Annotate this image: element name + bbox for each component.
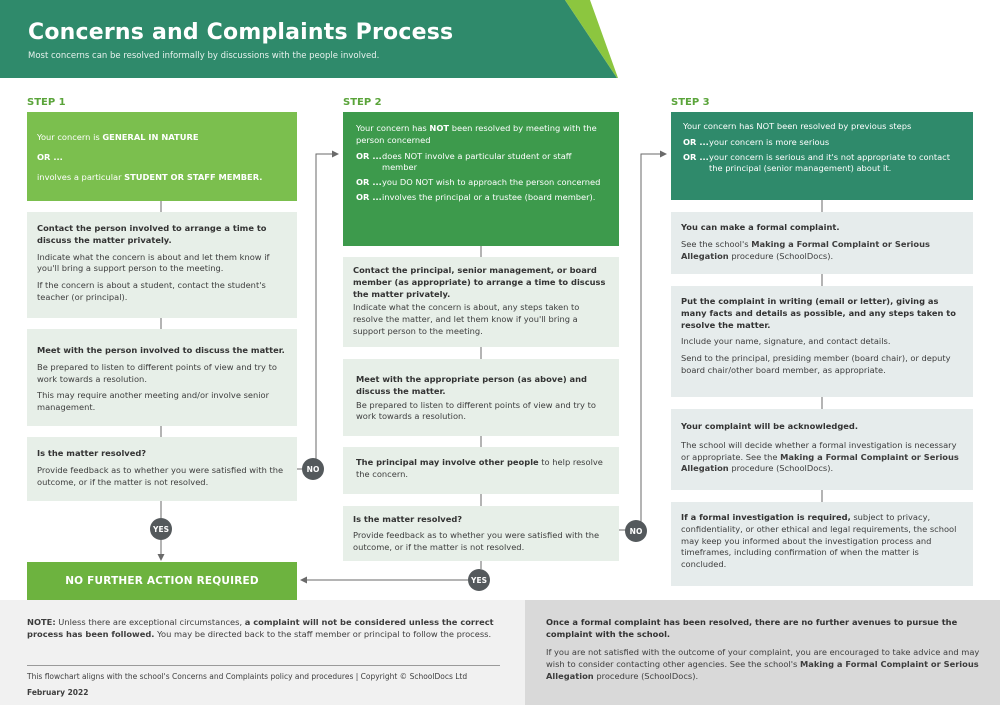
footer-date: February 2022 xyxy=(27,688,89,697)
step2-concern-pre: Your concern has xyxy=(356,123,430,133)
step3-option-1: your concern is more serious xyxy=(709,136,830,147)
step3-formal-heading: You can make a formal complaint. xyxy=(681,222,840,232)
footer-right-heading: Once a formal complaint has been resolved, there are no further avenues to pursue the complaint with the school. xyxy=(546,617,958,640)
step1-no-badge: NO xyxy=(302,458,324,480)
step3-acknowledged-procedure: Making a Formal Complaint or Serious Allegation xyxy=(681,451,959,474)
step1-contact-heading: Contact the person involved to arrange a time to discuss the matter privately. xyxy=(37,223,267,245)
step2-concern-not: NOT xyxy=(429,123,450,133)
step2-no-arrow xyxy=(618,154,666,530)
step2-others-box xyxy=(343,447,619,494)
step3-writing-p2: Send to the principal, presiding member (board chair), or deputy board chair/other board member, as appropriate. xyxy=(681,353,951,375)
step1-concern-general: GENERAL IN NATURE xyxy=(102,132,199,142)
footer-note xyxy=(27,616,502,640)
step2-or-1: OR ... xyxy=(356,150,382,161)
step3-label: STEP 3 xyxy=(671,97,710,108)
step3-acknowledged-pre: The school will decide whether a formal investigation is necessary or appropriate. See the xyxy=(681,439,957,462)
step2-option-3: involves the principal or a trustee (board member). xyxy=(382,191,596,202)
footer-left-panel xyxy=(0,600,525,705)
step2-meet-heading: Meet with the appropriate person (as above) and discuss the matter. xyxy=(356,374,587,396)
step1-or: OR ... xyxy=(37,151,63,162)
step2-yes-badge: YES xyxy=(468,569,490,591)
footer-note-label: NOTE: xyxy=(27,617,56,627)
step2-resolved-p1: Provide feedback as to whether you were satisfied with the outcome, or if the matter is not resolved. xyxy=(353,529,600,552)
step1-contact-p2: If the concern is about a student, contact the student's teacher (or principal). xyxy=(37,280,266,302)
step3-investigation-box xyxy=(671,502,973,586)
footer-right-body xyxy=(546,646,986,682)
step1-resolved-box xyxy=(27,437,297,501)
step1-involves-bold: STUDENT OR STAFF MEMBER. xyxy=(124,171,263,182)
step3-or-1: OR ... xyxy=(683,136,709,147)
step3-acknowledged-post: procedure (SchoolDocs). xyxy=(728,463,834,474)
step2-option-1: does NOT involve a particular student or staff member xyxy=(382,150,572,173)
step2-concern-post: been resolved by meeting with the person concerned xyxy=(356,123,597,145)
step1-concern-box xyxy=(27,112,297,201)
step1-contact-p1: Indicate what the concern is about and let them know if you'll bring a support person to the meeting. xyxy=(37,251,270,274)
step2-others-text: to help resolve the concern. xyxy=(356,457,603,479)
step2-or-3: OR ... xyxy=(356,191,382,202)
step3-acknowledged-heading: Your complaint will be acknowledged. xyxy=(681,421,858,431)
step1-resolved-p1: Provide feedback as to whether you were satisfied with the outcome, or if the matter is not resolved. xyxy=(37,464,284,487)
step3-concern-text: Your concern has NOT been resolved by previous steps xyxy=(683,121,912,131)
step2-no-badge: NO xyxy=(625,520,647,542)
step1-yes-badge: YES xyxy=(150,518,172,540)
footer-right-pre: If you are not satisfied with the outcome of your complaint, you are encouraged to take advice and may wish to consider contacting other agencies. See the school's xyxy=(546,647,980,670)
step2-option-2: you DO NOT wish to approach the person concerned xyxy=(382,177,601,188)
footer-divider xyxy=(27,665,500,666)
step1-meet-box xyxy=(27,329,297,426)
step3-acknowledged-box xyxy=(671,409,973,490)
page-subtitle: Most concerns can be resolved informally by discussions with the people involved. xyxy=(28,51,380,61)
step2-contact-p1: Indicate what the concern is about, any steps taken to resolve the matter, and let them know if you'll bring a support person to the meeting. xyxy=(353,302,580,336)
step1-meet-p1: Be prepared to listen to different points of view and try to work towards a resolution. xyxy=(37,361,277,384)
step2-concern-box xyxy=(343,112,619,246)
step3-investigation-text: subject to privacy, confidentiality, or other ethical and legal requirements, the school may keep you informed about the investigation process and timeframes, including confirmation of when the matter is concluded. xyxy=(681,512,957,570)
step3-concern-box xyxy=(671,112,973,200)
step1-meet-p2: This may require another meeting and/or involve senior management. xyxy=(37,390,270,413)
step2-contact-box xyxy=(343,257,619,347)
page-title: Concerns and Complaints Process xyxy=(28,20,454,45)
step1-concern-text: Your concern is xyxy=(37,132,103,142)
step3-writing-heading: Put the complaint in writing (email or letter), giving as many facts and details as possible, and any steps taken to resolve the matter. xyxy=(681,296,956,330)
step1-contact-box xyxy=(27,212,297,318)
step3-formal-pre: See the school's xyxy=(681,238,752,249)
step1-no-arrow xyxy=(297,154,338,469)
step2-meet-box xyxy=(343,359,619,436)
footer-right-post: procedure (SchoolDocs). xyxy=(593,671,699,682)
step3-formal-post: procedure (SchoolDocs). xyxy=(728,250,834,261)
step3-writing-p1: Include your name, signature, and contact details. xyxy=(681,336,891,347)
footer-note-post: You may be directed back to the staff member or principal to follow the process. xyxy=(154,629,492,640)
step1-involves-text: involves a particular xyxy=(37,171,125,182)
footer-note-bold: a complaint will not be considered unless the correct process has been followed. xyxy=(27,617,494,640)
step3-investigation-heading: If a formal investigation is required, xyxy=(681,512,851,522)
footer-alignment: This flowchart aligns with the school's Concerns and Complaints policy and procedures | Copyright © SchoolDocs Ltd xyxy=(27,672,468,681)
step1-label: STEP 1 xyxy=(27,97,66,108)
step3-option-2: your concern is serious and it's not appropriate to contact the principal (senior management) about it. xyxy=(709,151,950,174)
step3-or-2: OR ... xyxy=(683,151,709,162)
step2-or-2: OR ... xyxy=(356,177,382,188)
step2-meet-p1: Be prepared to listen to different points of view and try to work towards a resolution. xyxy=(356,399,596,422)
step2-resolved-box xyxy=(343,506,619,561)
step2-contact-heading: Contact the principal, senior management, or board member (as appropriate) to arrange a time to discuss the matter privately. xyxy=(353,265,606,299)
step3-formal-box xyxy=(671,212,973,274)
step2-others-heading: The principal may involve other people xyxy=(356,457,539,467)
step3-writing-box xyxy=(671,286,973,397)
footer-note-pre: Unless there are exceptional circumstances, xyxy=(55,617,245,627)
step1-meet-heading: Meet with the person involved to discuss the matter. xyxy=(37,345,285,355)
step1-resolved-heading: Is the matter resolved? xyxy=(37,448,147,458)
footer-right-procedure: Making a Formal Complaint or Serious Allegation xyxy=(546,659,979,682)
footer-right-panel xyxy=(525,600,1000,705)
no-further-action-box: NO FURTHER ACTION REQUIRED xyxy=(27,562,297,600)
step2-resolved-heading: Is the matter resolved? xyxy=(353,514,463,524)
step2-label: STEP 2 xyxy=(343,97,382,108)
step3-formal-procedure: Making a Formal Complaint or Serious Allegation xyxy=(681,238,930,261)
